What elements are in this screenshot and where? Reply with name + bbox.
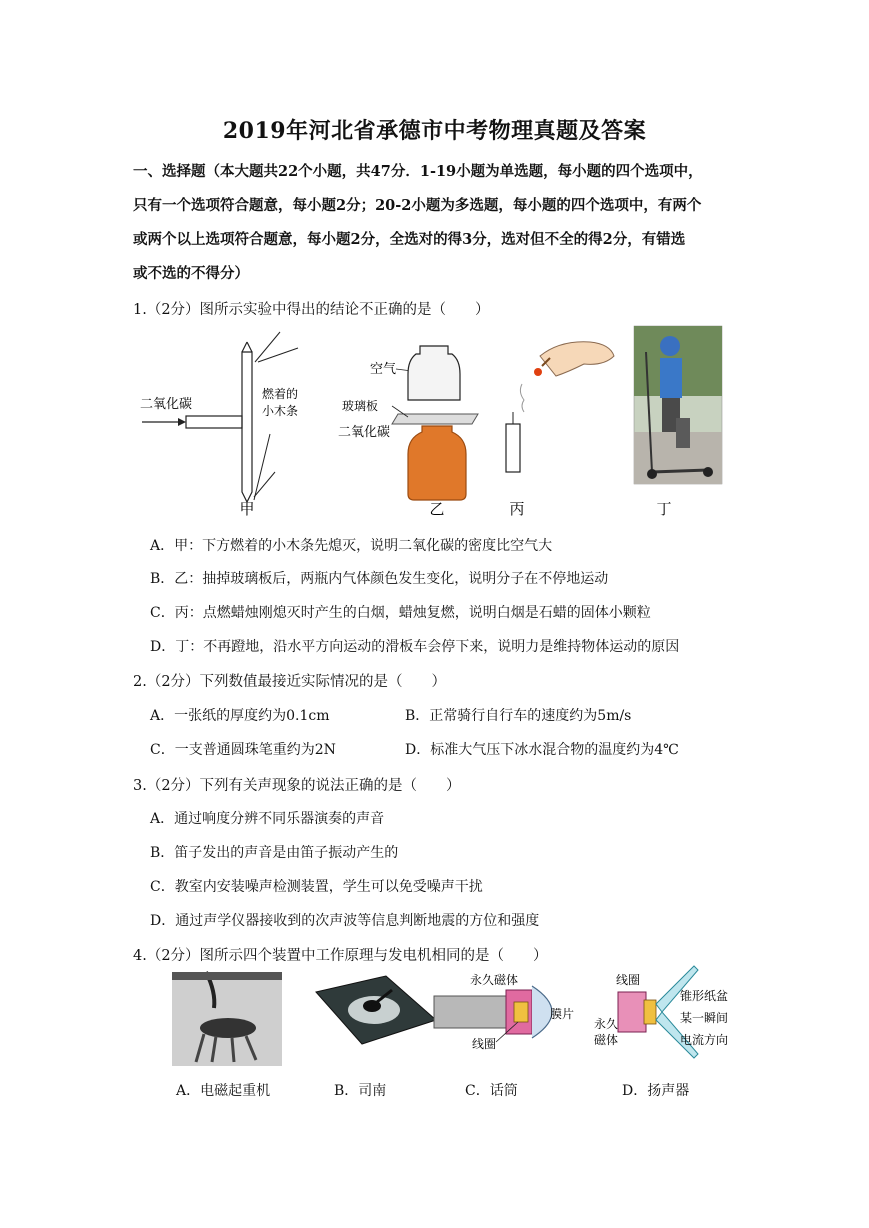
q1-option-b: B．乙：抽掉玻璃板后，两瓶内气体颜色发生变化，说明分子在不停地运动: [150, 571, 609, 587]
label-stick: 小木条: [262, 404, 299, 418]
label-spk-direction: 电流方向: [680, 1033, 729, 1047]
label-spk-cone: 锥形纸盆: [680, 989, 729, 1003]
q4-caption-b: B．司南: [334, 1083, 387, 1099]
label-spk-coil: 线圈: [616, 973, 641, 987]
section-instructions-line-4: 或不选的不得分）: [133, 265, 249, 282]
label-co2-bottle: 二氧化碳: [338, 425, 391, 440]
candle: [506, 424, 520, 472]
label-burning: 燃着的: [262, 387, 299, 401]
q2-option-b: B．正常骑行自行车的速度约为5m/s: [405, 708, 632, 724]
q3-option-c: C．教室内安装噪声检测装置，学生可以免受噪声干扰: [150, 879, 483, 895]
inlet-tube: [186, 416, 242, 428]
label-co2: 二氧化碳: [140, 397, 193, 412]
caption-bing: 丙: [509, 500, 525, 518]
q4-caption-d: D．扬声器: [622, 1083, 690, 1099]
label-spk-moment: 某一瞬间: [680, 1011, 729, 1025]
vertical-tube: [242, 352, 252, 502]
hand: [540, 342, 614, 376]
page-title: 2019年河北省承德市中考物理真题及答案: [222, 118, 647, 144]
q3-option-a: A．通过响度分辨不同乐器演奏的声音: [150, 811, 385, 827]
q1-option-a: A．甲：下方燃着的小木条先熄灭，说明二氧化碳的密度比空气大: [150, 538, 553, 554]
figure-bing: [506, 342, 614, 518]
arrow-head: [178, 418, 186, 426]
q4-caption-a: A．电磁起重机: [176, 1083, 271, 1099]
stick-top: [255, 332, 280, 362]
label-mic-film: 膜片: [550, 1007, 575, 1021]
label-mic-magnet: 永久磁体: [470, 973, 519, 987]
question-3-stem: 3.（2分）下列有关声现象的说法正确的是（ ）: [133, 778, 461, 794]
caption-yi: 乙: [429, 500, 445, 518]
stick-bottom: [254, 472, 275, 497]
mic-body: [434, 996, 508, 1028]
spk-coil: [644, 1000, 656, 1024]
q3-option-d: D．通过声学仪器接收到的次声波等信息判断地震的方位和强度: [150, 913, 540, 929]
label-air: 空气: [370, 362, 397, 377]
figure-jia: [140, 332, 298, 518]
question-1-figure: [130, 322, 730, 522]
q1-option-c: C．丙：点燃蜡烛刚熄灭时产生的白烟，蜡烛复燃，说明白烟是石蜡的固体小颗粒: [150, 605, 651, 621]
lower-bottle: [408, 426, 466, 500]
figure-compass: [316, 976, 436, 1044]
caption-ding: 丁: [656, 500, 672, 518]
q2-option-a: A．一张纸的厚度约为0.1cm: [150, 708, 330, 724]
figure-microphone: [434, 972, 574, 1051]
upper-bottle: [408, 346, 460, 400]
question-1-stem: 1.（2分）图所示实验中得出的结论不正确的是（ ）: [133, 302, 490, 318]
figure-speaker: [594, 966, 728, 1058]
section-instructions-line-1: 一、选择题（本大题共22个小题，共47分．1-19小题为单选题，每小题的四个选项中，: [133, 163, 703, 180]
section-instructions-line-3: 或两个以上选项符合题意，每小题2分，全选对的得3分，选对但不全的得2分，有错选: [133, 231, 686, 248]
question-2-stem: 2.（2分）下列数值最接近实际情况的是（ ）: [133, 674, 447, 690]
figure-ding: [634, 326, 722, 518]
question-4-stem: 4.（2分）图所示四个装置中工作原理与发电机相同的是（ ）: [133, 948, 548, 964]
label-spk-magnet-2: 磁体: [594, 1033, 619, 1047]
q1-option-d: D．丁：不再蹬地，沿水平方向运动的滑板车会停下来，说明力是维持物体运动的原因: [150, 639, 680, 655]
q2-option-d: D．标准大气压下冰水混合物的温度约为4℃: [405, 742, 679, 758]
label-spk-magnet-1: 永久: [594, 1017, 619, 1031]
glass-plate: [392, 414, 478, 424]
q3-option-b: B．笛子发出的声音是由笛子振动产生的: [150, 845, 399, 861]
figure-crane: [172, 972, 282, 1066]
match-flame: [534, 368, 542, 376]
question-4-figure: [166, 962, 766, 1070]
q2-option-c: C．一支普通圆珠笔重约为2N: [150, 742, 336, 758]
section-instructions-line-2: 只有一个选项符合题意，每小题2分；20-2小题为多选题，每小题的四个选项中，有两个: [133, 197, 702, 214]
q4-caption-c: C．话筒: [465, 1083, 518, 1099]
figure-yi: [338, 346, 478, 518]
spk-magnet: [618, 992, 646, 1032]
mic-coil: [514, 1002, 528, 1022]
mic-diaphragm: [532, 986, 552, 1038]
label-glass: 玻璃板: [342, 399, 379, 413]
label-mic-coil: 线圈: [472, 1037, 497, 1051]
caption-jia: 甲: [239, 500, 255, 518]
